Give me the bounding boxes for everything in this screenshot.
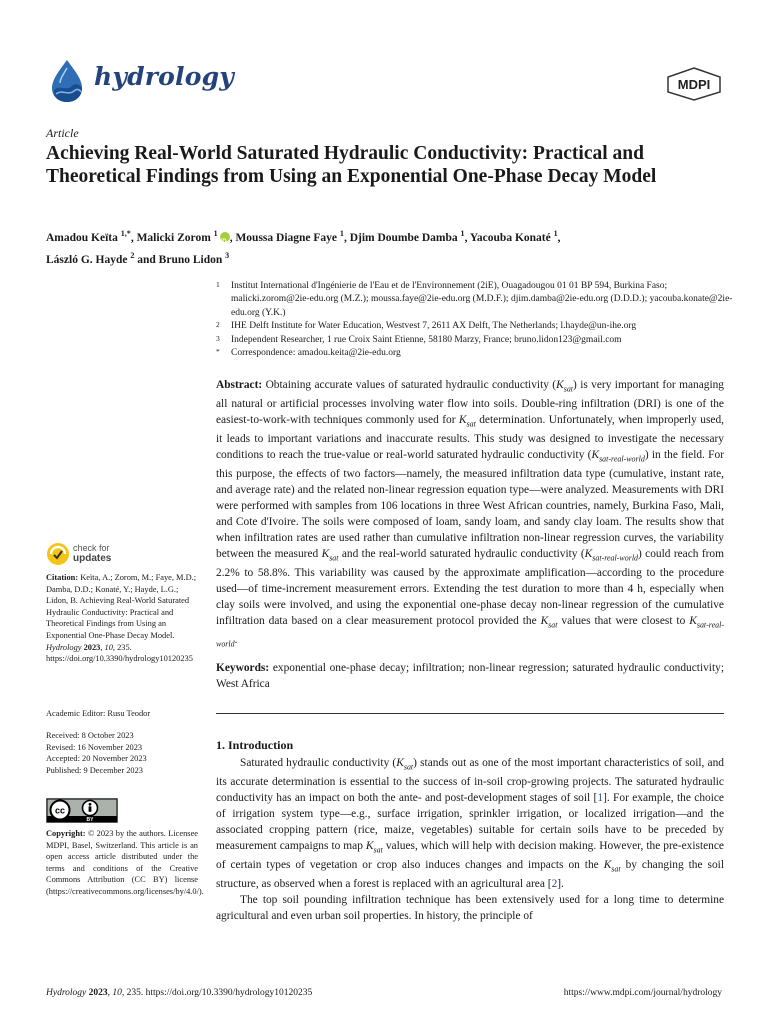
- affiliation-text: IHE Delft Institute for Water Education, Westvest 7, 2611 AX Delft, The Netherlands; l.hayde@un-ihe.org: [231, 321, 637, 332]
- article-title: Achieving Real-World Saturated Hydraulic Conductivity: Practical and Theoretical Findings from Using an Exponential One-Phase Decay Model: [46, 143, 657, 187]
- abstract-label: Abstract:: [216, 379, 263, 391]
- footer-journal: Hydrology: [46, 988, 87, 998]
- check-updates-line2: updates: [73, 553, 112, 564]
- check-updates-icon: [46, 542, 70, 566]
- affiliation-marker: 3: [216, 333, 220, 343]
- citation-year: 2023: [83, 642, 101, 652]
- author-affil-marker: 1: [213, 229, 218, 238]
- copyright-label: Copyright:: [46, 829, 86, 838]
- journal-name: hydrology: [94, 62, 235, 91]
- author-name[interactable]: Malicki Zorom: [136, 231, 211, 244]
- keywords-text: exponential one-phase decay; infiltration; non-linear regression; saturated hydraulic conductivity; West Africa: [216, 662, 724, 690]
- affiliation-item: [216, 280, 736, 320]
- citation-block: Citation: Keïta, A.; Zorom, M.; Faye, M.D.; Damba, D.D.; Konaté, Y.; Hayde, L.G.; Lidon, B. Achieving Real-World Saturated Hydraulic Conductivity: Practical and Theoretical Findings from Using an Exponential One-Phase Decay Model. Hydrology 2023, 10, 235. https://doi.org/10.3390/hydrology10120235: [46, 573, 197, 664]
- citation-label: Citation:: [46, 573, 79, 582]
- correspondence-text: Correspondence: amadou.keita@2ie-edu.org: [231, 348, 401, 359]
- accepted-date: Accepted: 20 November 2023: [46, 754, 147, 764]
- abstract-text: ) is very important for managing all natural or artificial processes involving water flow into soils. Double-ring infiltration (DRI) is one of the easiest-to-work-with techniques commonly used for: [216, 379, 725, 427]
- journal-logo-icon: [46, 58, 88, 104]
- publication-dates: [46, 730, 198, 776]
- author-name[interactable]: Moussa Diagne Faye: [235, 231, 338, 244]
- cc-by-license-icon[interactable]: [46, 798, 118, 823]
- ksat-symbol: $K_{sat}$: [540, 614, 558, 630]
- author-affil-marker: 1,*: [120, 229, 131, 238]
- citation-journal: Hydrology: [46, 642, 82, 652]
- affiliation-marker: 2: [216, 320, 220, 330]
- correspondence-item: [216, 347, 736, 360]
- affiliation-text: Institut International d'Ingénierie de l'Eau et de l'Environnement (2iE), Ouagadougou 01 01 BP 594, Burkina Faso; malicki.zorom@2ie-edu.org (M.Z.); moussa.faye@2ie-edu.org (M.D.F.); djim.damba@2ie-edu.org (D.D.D.); yacouba.konate@2ie-edu.org (Y.K.): [231, 281, 733, 318]
- academic-editor: Academic Editor: Rusu Teodor: [46, 709, 151, 718]
- author-name[interactable]: Bruno Lidon: [158, 253, 223, 266]
- paragraph: The top soil pounding infiltration technique has been extensively used for a long time to determine agricultural and even urban soil properties. In history, the principle of: [216, 894, 724, 922]
- footer-year: 2023: [88, 988, 108, 998]
- author-affil-marker: 3: [225, 250, 230, 260]
- abstract-text: ) in the field. For this purpose, the effects of two factors—namely, the measured infiltration data type (cumulative, instant rate, and average rate) and the related non-linear regression equation type—were analyzed. Measurements with DRI were performed with samples from 106 locations in three West African countries, namely, Burkina Faso, Mali, and Cote d'Ivoire. The soils were composed of loam, sandy loam, and sandy clay loam. The results show that when infiltration rates are used rather than cumulative infiltration non-linear regression curves, the variability between the measured: [216, 449, 724, 560]
- affiliation-marker: 1: [216, 280, 220, 289]
- citation-link[interactable]: 2: [551, 878, 558, 891]
- publisher-name: MDPI: [677, 77, 711, 92]
- abstract-text: determination. Unfortunately, when improperly used, it leads to important variations and inaccurate results. This study was designed to investigate the necessary conditions to reach the true-value or real-world saturated hydraulic conductivity (: [216, 414, 724, 462]
- ksat-symbol: $K_{sat}$: [365, 839, 383, 855]
- revised-date: Revised: 16 November 2023: [46, 742, 143, 752]
- author-list: Amadou Keïta $^{1,*}$, Malicki Zorom $^1$iD , Moussa Diagne Faye $^1$, Djim Doumbe Damba $^1$, Yacouba Konaté $^1$, László G. Hayde $^2$ and Bruno Lidon $^3$: [46, 225, 736, 269]
- author-name[interactable]: Yacouba Konaté: [469, 231, 551, 244]
- abstract-text: values that were closest to: [557, 614, 690, 627]
- ksat-real-symbol: $K_{sat-real-world}$: [584, 547, 639, 563]
- keywords-label: Keywords:: [216, 662, 270, 674]
- abstract-text: and the real-world saturated hydraulic conductivity (: [338, 547, 585, 560]
- ksat-symbol: $K_{sat}$: [556, 379, 574, 394]
- affiliation-item: [216, 320, 736, 333]
- author-affil-marker: 1: [553, 229, 558, 238]
- ksat-symbol: $K_{sat}$: [458, 414, 476, 429]
- copyright-block: [46, 828, 204, 898]
- author-name[interactable]: László G. Hayde: [46, 253, 128, 266]
- orcid-icon[interactable]: [220, 232, 230, 242]
- mdpi-logo-icon: [666, 67, 722, 101]
- abstract: [216, 378, 724, 652]
- ksat-symbol: $K_{sat}$: [321, 547, 339, 563]
- abstract-text: ) could reach from 2.2% to 58.8%. This variability was caused by the approximate amplification—according to the procedure used—of time-increment measurement errors. Extending the test duration to more than 4 h, especially when clay soils were involved, and using the exponential one-phase decay non-linear regression of the cumulative infiltration data based on a clear measurement protocol provided the: [216, 547, 724, 627]
- abstract-text: Obtaining accurate values of saturated hydraulic conductivity (: [265, 379, 557, 391]
- and-conjunction: and: [137, 253, 156, 266]
- footer-journal-url[interactable]: https://www.mdpi.com/journal/hydrology: [563, 988, 722, 998]
- received-date: Received: 8 October 2023: [46, 731, 134, 740]
- ksat-real-symbol: $K_{sat-real-world}$: [216, 614, 724, 649]
- check-for-updates-button[interactable]: [46, 542, 156, 568]
- ksat-symbol: $K_{sat}$: [396, 757, 414, 772]
- citation-link[interactable]: 1: [597, 792, 604, 805]
- author-name[interactable]: Djim Doumbe Damba: [349, 231, 458, 244]
- affiliation-item: [216, 334, 736, 347]
- check-updates-line1: check for: [73, 543, 110, 553]
- footer-volume: 10: [112, 988, 122, 998]
- keywords: [216, 661, 724, 693]
- footer-doi[interactable]: , 235. https://doi.org/10.3390/hydrology10120235: [121, 988, 313, 998]
- abstract-text: .: [234, 634, 238, 646]
- section-divider: [216, 713, 724, 714]
- citation-doi[interactable]: , 235. https://doi.org/10.3390/hydrology10120235: [46, 642, 193, 664]
- author-affil-marker: 1: [339, 229, 344, 238]
- affiliations: [216, 280, 736, 360]
- paragraph: Saturated hydraulic conductivity $(K_{sat})$ stands out as one of the most important characteristics of soil, and its accurate determination is essential to the success of in-soil crop-growing projects. The saturated hydraulic conductivity has an impact on both the ante- and post-development stages of soil [1]. For example, the choice of irrigation system type—e.g., surface irrigation, sprinkler irrigation, or localized irrigation—and the associated cropping pattern (rice, maize, vegetables) suitable for certain soils have to be preceded by measurement campaigns to map $K_{sat}$ values, which will help with decision making. However, the pre-existence of certain types of vegetation or crop also induces changes and impacts on the $K_{sat}$ by changing the soil structure, as observed when a forest is replaced with an agricultural area [2].: [216, 757, 724, 891]
- affiliation-text: Independent Researcher, 1 rue Croix Saint Etienne, 58180 Marzy, France; bruno.lidon123@gmail.com: [231, 334, 622, 345]
- introduction-body: [216, 756, 724, 925]
- published-date: Published: 9 December 2023: [46, 765, 143, 775]
- citation-volume: 10: [104, 642, 113, 652]
- footer-citation: Hydrology 2023, 10, 235. https://doi.org/10.3390/hydrology10120235: [46, 988, 313, 998]
- copyright-text: © 2023 by the authors. Licensee MDPI, Basel, Switzerland. This article is an open access article distributed under the terms and conditions of the Creative Commons Attribution (CC BY) license (https://creativecommons.org/licenses/by/4.0/).: [46, 829, 204, 896]
- svg-text:cc: cc: [54, 805, 66, 816]
- citation-text: Keïta, A.; Zorom, M.; Faye, M.D.; Damba, D.D.; Konaté, Y.; Hayde, L.G.; Lidon, B. Achieving Real-World Saturated Hydraulic Conductivity: Practical and Theoretical Findings from Using an Exponential One-Phase Decay Model.: [46, 573, 197, 640]
- ksat-real-symbol: $K_{sat-real-world}$: [591, 449, 645, 464]
- author-name[interactable]: Amadou Keïta: [46, 231, 118, 244]
- affiliation-marker: *: [216, 347, 220, 357]
- section-heading: 1. Introduction: [216, 738, 294, 752]
- author-affil-marker: 2: [130, 250, 135, 260]
- cc-by-label: BY: [86, 817, 94, 823]
- article-type: Article: [46, 126, 79, 140]
- ksat-symbol: $K_{sat}$: [603, 859, 621, 874]
- author-affil-marker: 1: [460, 229, 465, 238]
